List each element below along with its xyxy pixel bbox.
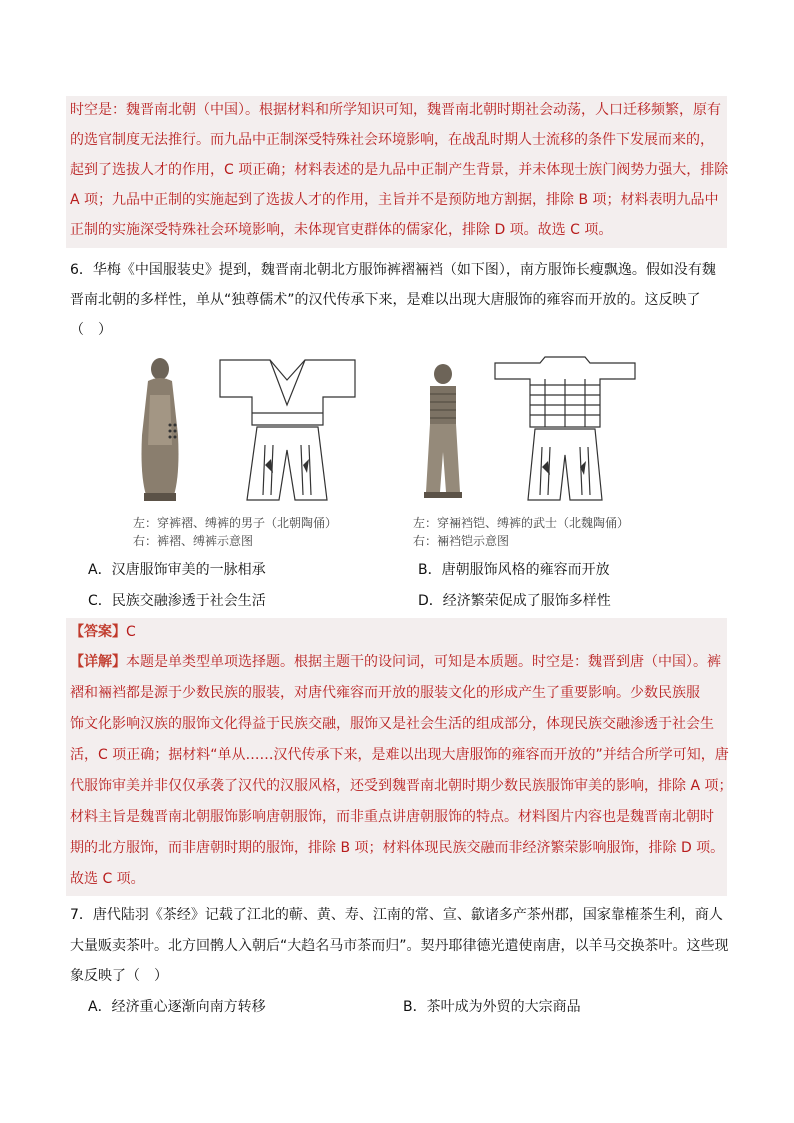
detail-line: 代服饰审美并非仅仅承袭了汉代的汉服风格，还受到魏晋南北朝时期少数民族服饰审美的影响，排除 A 项； bbox=[70, 778, 733, 794]
option-b: B．茶叶成为外贸的大宗商品 bbox=[403, 999, 581, 1015]
answer-line bbox=[70, 622, 136, 642]
figure-caption-right: 左：穿裲裆铠、缚裤的武士（北魏陶俑） bbox=[413, 516, 630, 530]
option-a: A．汉唐服饰审美的一脉相承 bbox=[88, 562, 266, 578]
figure-kuzhe-diagram bbox=[215, 355, 360, 505]
explanation-line: 的选官制度无法推行。而九品中正制深受特殊社会环境影响，在战乱时期人士流移的条件下发展而来的， bbox=[70, 132, 714, 148]
detail-line bbox=[70, 652, 721, 672]
figure-northern-dynasty-figurine bbox=[130, 355, 190, 505]
detail-line: 活，C 项正确；据材料“单从……汉代传承下来，是难以出现大唐服饰的雍容而开放的”并结合所学可知，唐 bbox=[70, 747, 729, 763]
detail-line: 期的北方服饰，而非唐朝时期的服饰，排除 B 项；材料体现民族交融而非经济繁荣影响服饰，排除 D 项。 bbox=[70, 840, 725, 856]
explanation-line: 正制的实施深受特殊社会环境影响，未体现官吏群体的儒家化，排除 D 项。故选 C 项。 bbox=[70, 222, 613, 238]
figure-caption-left: 左：穿裤褶、缚裤的男子（北朝陶俑） bbox=[133, 516, 338, 530]
detail-line: 故选 C 项。 bbox=[70, 871, 145, 887]
question-7-line: 大量贩卖茶叶。北方回鹘人入朝后“大趋名马市茶而归”。契丹耶律德光遣使南唐，以羊马交换茶叶。这些现 bbox=[70, 938, 729, 954]
figure-liangdang-armor-diagram bbox=[490, 355, 640, 505]
option-b: B．唐朝服饰风格的雍容而开放 bbox=[418, 562, 610, 578]
option-c: C．民族交融渗透于社会生活 bbox=[88, 593, 266, 609]
detail-line: 饰文化影响汉族的服饰文化得益于民族交融，服饰又是社会生活的组成部分，体现民族交融渗透于社会生 bbox=[70, 716, 714, 732]
figure-caption-right: 右：裲裆铠示意图 bbox=[413, 534, 510, 548]
question-6-line: （ ） bbox=[70, 322, 112, 338]
explanation-line: 时空是：魏晋南北朝（中国）。根据材料和所学知识可知，魏晋南北朝时期社会动荡，人口迁移频繁，原有 bbox=[70, 102, 721, 118]
question-7-line: 象反映了（ ） bbox=[70, 968, 168, 984]
detail-text: 本题是单类型单项选择题。根据主题干的设问词，可知是本质题。时空是：魏晋到唐（中国）。裤 bbox=[126, 654, 721, 670]
detail-line: 褶和裲裆都是源于少数民族的服装，对唐代雍容而开放的服装文化的形成产生了重要影响。少数民族服 bbox=[70, 685, 700, 701]
option-d: D．经济繁荣促成了服饰多样性 bbox=[418, 593, 611, 609]
detail-line: 材料主旨是魏晋南北朝服饰影响唐朝服饰，而非重点讲唐朝服饰的特点。材料图片内容也是魏晋南北朝时 bbox=[70, 809, 714, 825]
question-6-line: 6．华梅《中国服装史》提到，魏晋南北朝北方服饰裤褶裲裆（如下图），南方服饰长瘦飘逸。假如没有魏 bbox=[70, 262, 716, 278]
figure-caption-left: 右：裤褶、缚裤示意图 bbox=[133, 534, 254, 548]
option-a: A．经济重心逐渐向南方转移 bbox=[88, 999, 266, 1015]
detail-tag: 【详解】 bbox=[70, 654, 126, 670]
question-6-line: 晋南北朝的多样性，单从“独尊儒术”的汉代传承下来，是难以出现大唐服饰的雍容而开放的。这反映了 bbox=[70, 292, 701, 308]
question-7-line: 7．唐代陆羽《茶经》记载了江北的蕲、黄、寿、江南的常、宣、歙诸多产茶州郡，国家靠榷茶生利，商人 bbox=[70, 907, 723, 923]
figure-northern-wei-warrior-figurine bbox=[418, 362, 468, 502]
explanation-line: 起到了选拔人才的作用，C 项正确；材料表述的是九品中正制产生背景，并未体现士族门阀势力强大，排除 bbox=[70, 162, 729, 178]
answer-value: C bbox=[126, 624, 136, 640]
explanation-line: A 项；九品中正制的实施起到了选拔人才的作用，主旨并不是预防地方割据，排除 B 项；材料表明九品中 bbox=[70, 192, 719, 208]
answer-tag: 【答案】 bbox=[70, 624, 126, 640]
